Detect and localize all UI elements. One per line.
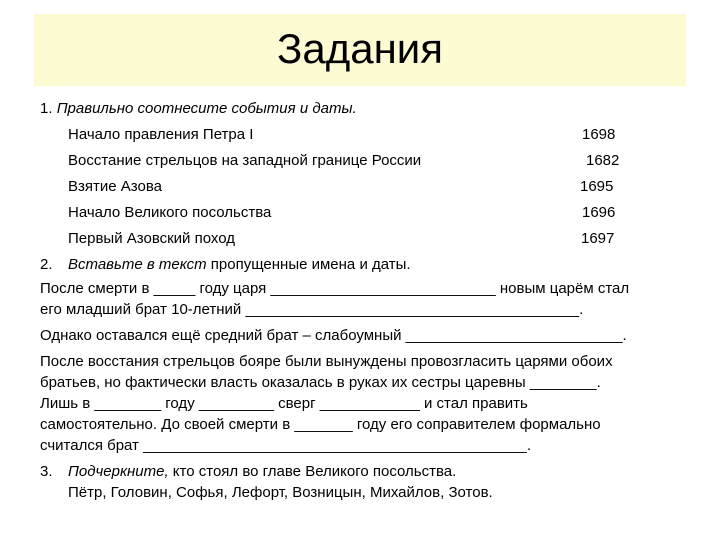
task2-paragraph bbox=[40, 278, 680, 320]
page-title: Задания bbox=[277, 25, 443, 72]
task1-year: 1696 bbox=[582, 204, 616, 221]
task1-year: 1698 bbox=[582, 126, 616, 143]
task1-year: 1695 bbox=[580, 178, 614, 195]
tasks-content bbox=[40, 98, 680, 508]
task1-event: Взятие Азова bbox=[68, 178, 162, 195]
task2-number: 2. bbox=[40, 256, 53, 273]
task1-row bbox=[40, 124, 680, 150]
task3-instruction-rest: кто стоял во главе Великого посольства. bbox=[168, 463, 457, 480]
task2-instruction: Вставьте в текст bbox=[68, 256, 207, 273]
text-line: Однако оставался ещё средний брат – слабоумный __________________________. bbox=[40, 327, 627, 344]
text-line: После смерти в _____ году царя ___________________________ новым царём стал bbox=[40, 280, 630, 297]
task1-year: 1682 bbox=[586, 152, 620, 169]
task2-paragraph bbox=[40, 325, 680, 346]
task1-event: Первый Азовский поход bbox=[68, 230, 235, 247]
task1-number: 1. bbox=[40, 100, 53, 117]
task1-event: Начало Великого посольства bbox=[68, 204, 272, 221]
text-line: самостоятельно. До своей смерти в _______ году его соправителем формально bbox=[40, 416, 601, 433]
task3-names: Пётр, Головин, Софья, Лефорт, Возницын, Михайлов, Зотов. bbox=[68, 484, 493, 501]
text-line: считался брат ______________________________________________. bbox=[40, 437, 532, 454]
task3-number: 3. bbox=[40, 463, 53, 480]
task2-paragraph bbox=[40, 351, 680, 456]
text-line: его младший брат 10-летний ________________________________________. bbox=[40, 301, 584, 318]
title-banner bbox=[34, 14, 686, 86]
task3-block bbox=[40, 461, 680, 503]
task2-header bbox=[40, 254, 680, 278]
task1-year: 1697 bbox=[581, 230, 615, 247]
task1-row bbox=[40, 202, 680, 228]
text-line: братьев, но фактически власть оказалась в руках их сестры царевны ________. bbox=[40, 374, 601, 391]
task1-row bbox=[40, 176, 680, 202]
task1-instruction: Правильно соотнесите события и даты. bbox=[56, 100, 357, 117]
task3-instruction: Подчеркните, bbox=[68, 463, 169, 480]
task1-event: Восстание стрельцов на западной границе России bbox=[68, 152, 422, 169]
text-line: После восстания стрельцов бояре были вынуждены провозгласить царями обоих bbox=[40, 353, 613, 370]
task1-header bbox=[40, 98, 680, 124]
task1-row bbox=[40, 150, 680, 176]
task2-instruction-rest: пропущенные имена и даты. bbox=[206, 256, 411, 273]
task1-row bbox=[40, 228, 680, 254]
text-line: Лишь в ________ году _________ сверг ____________ и стал править bbox=[40, 395, 528, 412]
task1-event: Начало правления Петра I bbox=[68, 126, 254, 143]
